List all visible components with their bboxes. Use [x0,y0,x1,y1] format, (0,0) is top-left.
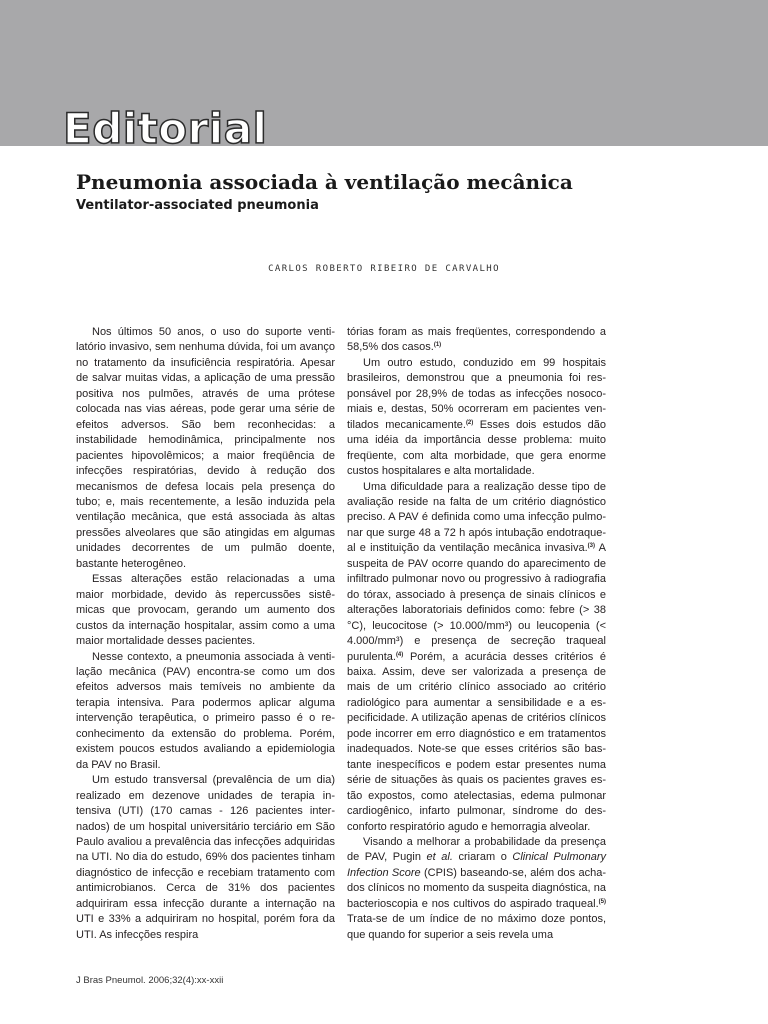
paragraph: Nesse contexto, a pneumonia associada à ventilação mecânica (PAV) encontra-se como um dos efeitos adversos mais temíveis no ambiente da terapia intensiva. Para podermos aplicar alguma intervenção terapêutica, o primeiro passo é o reconhecimento da extensão do problema. Porém, existem poucos estudos avaliando a epidemiologia da PAV no Brasil. [76,650,335,771]
article-title: Pneumonia associada à ventilação mecânica [76,170,573,194]
reference-marker: (3) [587,543,596,550]
paragraph: Nos últimos 50 anos, o uso do suporte ventilatório invasivo, sem nenhuma dúvida, foi um avanço no tratamento da insuficiência respiratória. Apesar de salvar muitas vidas, a aplicação de uma pressão positiva nos pulmões, através de uma prótese colocada nas vias aéreas, pode gerar uma série de efeitos adversos. São bem reconhecidas: a instabilidade hemodinâmica, principalmente nos pacientes hipovolêmicos; a maior freqüência de infecções respiratórias, devido à redução dos mecanismos de defesa locais pela presença do tubo; e, mais recentemente, a lesão induzida pela ventilação mecânica, que está associada às altas pressões alveolares que são atingidas em algumas unidades decorrentes de um pulmão doente, bastante heterogêneo. [76,326,335,570]
reference-marker: (4) [395,651,404,658]
paragraph [347,356,606,480]
body-column-left [76,325,335,943]
paragraph-text: tórias foram as mais freqüentes, correspondendo a 58,5% dos casos. [347,326,606,354]
author-name: CARLOS ROBERTO RIBEIRO DE CARVALHO [268,264,500,274]
paragraph-text: A suspeita de PAV ocorre quando do aparecimento de infiltrado pulmonar novo ou progressivo à radiografia do tórax, associado à presença de sinais clínicos e alterações laboratoriais definidos como: febre (> 38 °C), leucocitose (> 10.000/mm³) ou leucopenia (< 4.000/mm³) e presença de secreção traqueal purulenta. [347,542,606,663]
paragraph-text: (CPIS) baseando-se, além dos achados clínicos no momento da suspeita diagnóstica, na bacterioscopia e nos cultivos do aspirado traqueal. [347,866,606,910]
reference-marker: (1) [433,342,442,349]
paragraph: Um estudo transversal (prevalência de um dia) realizado em dezenove unidades de terapia intensiva (UTI) (170 camas - 126 pacientes internados) de um hospital universitário terciário em São Paulo avaliou a prevalência das infecções adquiridas na UTI. No dia do estudo, 69% dos pacientes tinham diagnóstico de infecção e recebiam tratamento com antimicrobianos. Cerca de 31% dos pacientes adquiriram essa infecção durante a internação na UTI e 33% a adquiriram no hospital, porém fora da UTI. As infecções respira [76,774,335,941]
paragraph [347,480,606,835]
paragraph-text: Uma dificuldade para a realização desse tipo de avaliação reside na falta de um critério diagnóstico preciso. A PAV é definida como uma infecção pulmonar que surge 48 a 72 h após intubação endotraqueal e instituição da ventilação mecânica invasiva. [347,480,606,555]
reference-marker: (5) [598,898,606,905]
paragraph-text: Porém, a acurácia desses critérios é baixa. Assim, deve ser valorizada a presença de mais de um critério clínico associado ao critério radiológico para aumentar a sensibilidade e a especificidade. A utilização apenas de critérios clínicos pode incorrer em erro diagnóstico e em tratamentos inadequados. Note-se que esses critérios são bastante inespecíficos e podem estar presentes numa série de situações às quais os pacientes graves estão expostos, como atelectasias, edema pulmonar cardiogênico, infarto pulmonar, síndrome do desconforto respiratório agudo e hemorragia alveolar. [347,650,606,833]
section-label: Editorial [63,104,268,153]
paragraph [347,325,606,356]
paragraph-text: Um outro estudo, conduzido em 99 hospitais brasileiros, demonstrou que a pneumonia foi responsável por 28,9% de todas as infecções nosocomiais e, destas, 50% ocorreram em pacientes ventilados mecanicamente. [347,356,606,431]
paragraph-text: Visando a melhorar a probabilidade da presença de PAV, Pugin [347,835,606,864]
italic-text: Clinical Pulmonary Infection Score [347,851,606,879]
italic-text: et al. [426,851,453,864]
journal-citation: J Bras Pneumol. 2006;32(4):xx-xxii [76,975,224,986]
paragraph-text: criaram o [452,851,513,864]
paragraph-text: Trata-se de um índice de no máximo doze pontos, que quando for superior a seis revela uma [347,913,606,941]
paragraph [347,835,606,943]
paragraph: Essas alterações estão relacionadas a uma maior morbidade, devido às repercussões sistêmicas que provocam, gerando um aumento dos custos da internação hospitalar, assim como a uma maior mortalidade desses pacientes. [76,573,335,648]
article-subtitle: Ventilator-associated pneumonia [76,198,319,213]
paragraph-text: Esses dois estudos dão uma idéia da importância desse problema: muito freqüente, com alta morbidade, que gera enorme custos hospitalares e alta mortalidade. [347,418,606,478]
body-column-right [347,325,606,943]
reference-marker: (2) [465,419,474,426]
